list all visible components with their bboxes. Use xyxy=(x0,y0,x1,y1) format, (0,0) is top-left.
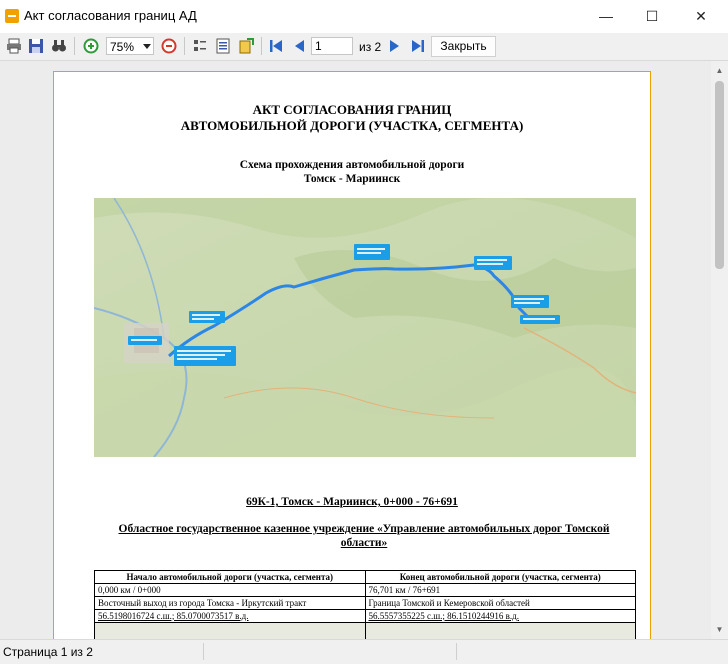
vertical-scrollbar[interactable] xyxy=(711,61,728,639)
table-cell: 56.5198016724 с.ш.; 85.0700073517 в.д. xyxy=(95,610,366,623)
previous-page-icon[interactable] xyxy=(289,36,309,56)
scroll-up-icon[interactable]: ▲ xyxy=(715,66,724,75)
export-icon[interactable] xyxy=(236,36,256,56)
table-cell: 76,701 км / 76+691 xyxy=(365,584,636,597)
table-cell: 56.5557355225 с.ш.; 86.1510244916 в.д. xyxy=(365,610,636,623)
close-button[interactable]: Закрыть xyxy=(431,36,496,57)
zoom-select[interactable] xyxy=(106,37,154,55)
table-header-end: Конец автомобильной дороги (участка, сегмента) xyxy=(365,571,636,584)
status-divider xyxy=(203,643,204,660)
map-thumbnail-start xyxy=(95,623,366,640)
table-row xyxy=(95,623,636,640)
org-name-line1: Областное государственное казенное учреждение «Управление автомобильных дорог Томской xyxy=(118,523,610,535)
status-bar xyxy=(0,639,728,664)
page-setup-icon[interactable] xyxy=(190,36,210,56)
route-map xyxy=(94,198,636,457)
boundaries-table xyxy=(94,570,636,639)
minimize-button[interactable]: — xyxy=(599,8,613,24)
table-row xyxy=(95,597,636,610)
doc-title-line1: АКТ СОГЛАСОВАНИЯ ГРАНИЦ xyxy=(252,102,452,117)
toolbar xyxy=(0,33,728,61)
save-icon[interactable] xyxy=(26,36,46,56)
doc-title-line2: АВТОМОБИЛЬНОЙ ДОРОГИ (УЧАСТКА, СЕГМЕНТА) xyxy=(180,118,524,133)
chevron-down-icon xyxy=(143,44,151,49)
page-number-input[interactable] xyxy=(311,37,353,55)
table-row xyxy=(95,610,636,623)
print-icon[interactable] xyxy=(4,36,24,56)
binoculars-icon[interactable] xyxy=(49,36,69,56)
road-id-heading: 69К-1, Томск - Мариинск, 0+000 - 76+691 xyxy=(246,496,458,508)
zoom-value: 75% xyxy=(110,40,135,54)
first-page-icon[interactable] xyxy=(266,36,286,56)
close-window-button[interactable]: ✕ xyxy=(695,8,707,24)
map-thumbnail-end xyxy=(365,623,636,640)
scroll-down-icon[interactable]: ▼ xyxy=(715,625,724,634)
maximize-button[interactable]: ☐ xyxy=(645,8,659,24)
toolbar-separator xyxy=(74,37,75,55)
title-bar xyxy=(0,0,728,33)
scheme-title-line1: Схема прохождения автомобильной дороги xyxy=(239,159,465,171)
page-count-label: из 2 xyxy=(359,40,382,54)
toolbar-separator xyxy=(184,37,185,55)
table-cell: 0,000 км / 0+000 xyxy=(95,584,366,597)
document-outline-icon[interactable] xyxy=(213,36,233,56)
document-page xyxy=(53,71,651,639)
scrollbar-thumb[interactable] xyxy=(715,81,724,269)
table-row xyxy=(95,584,636,597)
status-page-text: Страница 1 из 2 xyxy=(3,645,93,659)
table-header-start: Начало автомобильной дороги (участка, сегмента) xyxy=(95,571,366,584)
table-cell: Восточный выход из города Томска - Иркутский тракт xyxy=(95,597,366,610)
app-icon xyxy=(5,9,19,23)
document-viewer[interactable] xyxy=(0,61,711,639)
status-divider xyxy=(456,643,457,660)
zoom-out-icon[interactable] xyxy=(159,36,179,56)
zoom-in-icon[interactable] xyxy=(81,36,101,56)
last-page-icon[interactable] xyxy=(408,36,428,56)
next-page-icon[interactable] xyxy=(385,36,405,56)
org-name-line2: области» xyxy=(340,537,388,549)
window-title: Акт согласования границ АД xyxy=(24,8,197,23)
toolbar-separator xyxy=(261,37,262,55)
table-header-row xyxy=(95,571,636,584)
table-cell: Граница Томской и Кемеровской областей xyxy=(365,597,636,610)
scheme-title-line2: Томск - Мариинск xyxy=(303,173,401,185)
